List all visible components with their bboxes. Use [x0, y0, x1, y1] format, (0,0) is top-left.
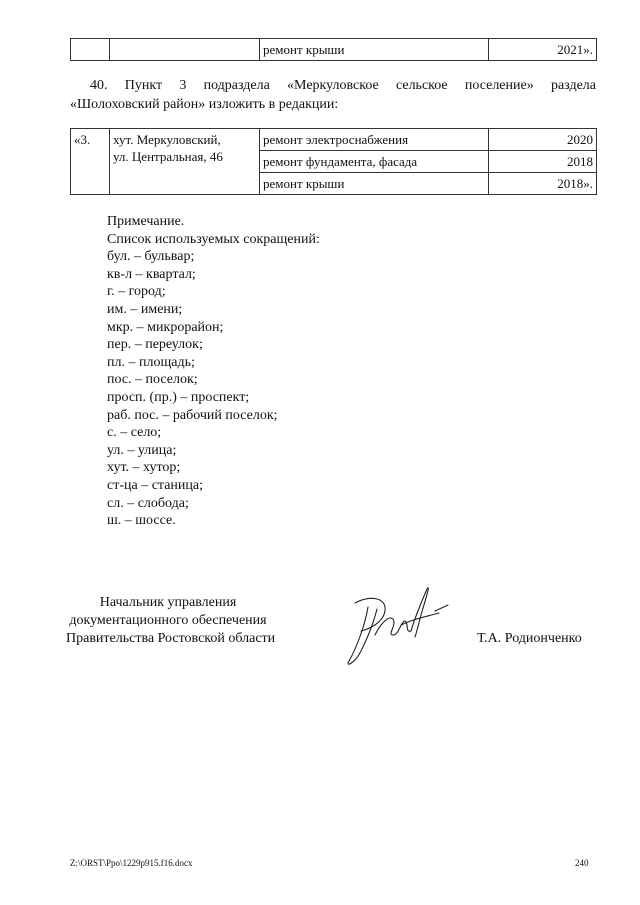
- previous-table-fragment: [70, 38, 597, 61]
- replacement-table: [70, 128, 597, 195]
- row-number-cell: [71, 39, 110, 61]
- work-type-cell: ремонт фундамента, фасада: [260, 151, 489, 173]
- list-item: с. – село;: [107, 425, 162, 441]
- footer-file-path: Z:\ORST\Ppo\1229p915.f16.docx: [70, 858, 193, 868]
- handwritten-signature: [335, 585, 455, 670]
- list-item: кв-л – квартал;: [107, 266, 196, 282]
- list-item: пл. – площадь;: [107, 354, 195, 370]
- list-item: сл. – слобода;: [107, 495, 189, 511]
- list-item: ст-ца – станица;: [107, 477, 203, 493]
- list-item: ул. – улица;: [107, 442, 177, 458]
- note-heading: Примечание.: [107, 214, 185, 229]
- address-cell: [110, 39, 260, 61]
- list-item: пер. – переулок;: [107, 337, 203, 353]
- year-cell: 2020: [489, 129, 597, 151]
- table-row: [71, 129, 597, 151]
- note-subheading: Список используемых сокращений:: [107, 231, 320, 247]
- year-cell: 2018».: [489, 173, 597, 195]
- list-item: мкр. – микрорайон;: [107, 319, 224, 335]
- signatory-title-line-3: Правительства Ростовской области: [66, 631, 276, 646]
- work-type-cell: ремонт крыши: [260, 39, 489, 61]
- list-item: пос. – поселок;: [107, 372, 198, 388]
- list-item: г. – город;: [107, 284, 166, 300]
- year-cell: 2018: [489, 151, 597, 173]
- row-number-cell: «3.: [71, 129, 110, 195]
- work-type-cell: ремонт крыши: [260, 173, 489, 195]
- list-item: им. – имени;: [107, 301, 183, 317]
- work-type-cell: ремонт электроснабжения: [260, 129, 489, 151]
- page-number: 240: [575, 858, 589, 868]
- list-item: раб. пос. – рабочий поселок;: [107, 407, 278, 423]
- list-item: хут. – хутор;: [107, 460, 181, 476]
- address-line-1: хут. Меркуловский,: [113, 132, 221, 147]
- signatory-title-line-1: Начальник управления: [99, 595, 237, 610]
- signatory-title: [66, 594, 276, 648]
- address-cell: [110, 129, 260, 195]
- list-item: просп. (пр.) – проспект;: [107, 389, 250, 405]
- paragraph-line-1: 40. Пункт 3 подраздела «Меркуловское сельское поселение» раздела: [90, 78, 596, 93]
- signatory-title-line-2: документационного обеспечения: [69, 613, 267, 628]
- list-item: бул. – бульвар;: [107, 249, 195, 265]
- signatory-name: Т.А. Родионченко: [477, 631, 582, 646]
- abbreviations-note: [107, 213, 320, 530]
- paragraph-line-2: «Шолоховский район» изложить в редакции:: [70, 97, 339, 112]
- list-item: ш. – шоссе.: [107, 513, 176, 529]
- year-cell: 2021».: [489, 39, 597, 61]
- address-line-2: ул. Центральная, 46: [113, 149, 223, 164]
- table-row: [71, 39, 597, 61]
